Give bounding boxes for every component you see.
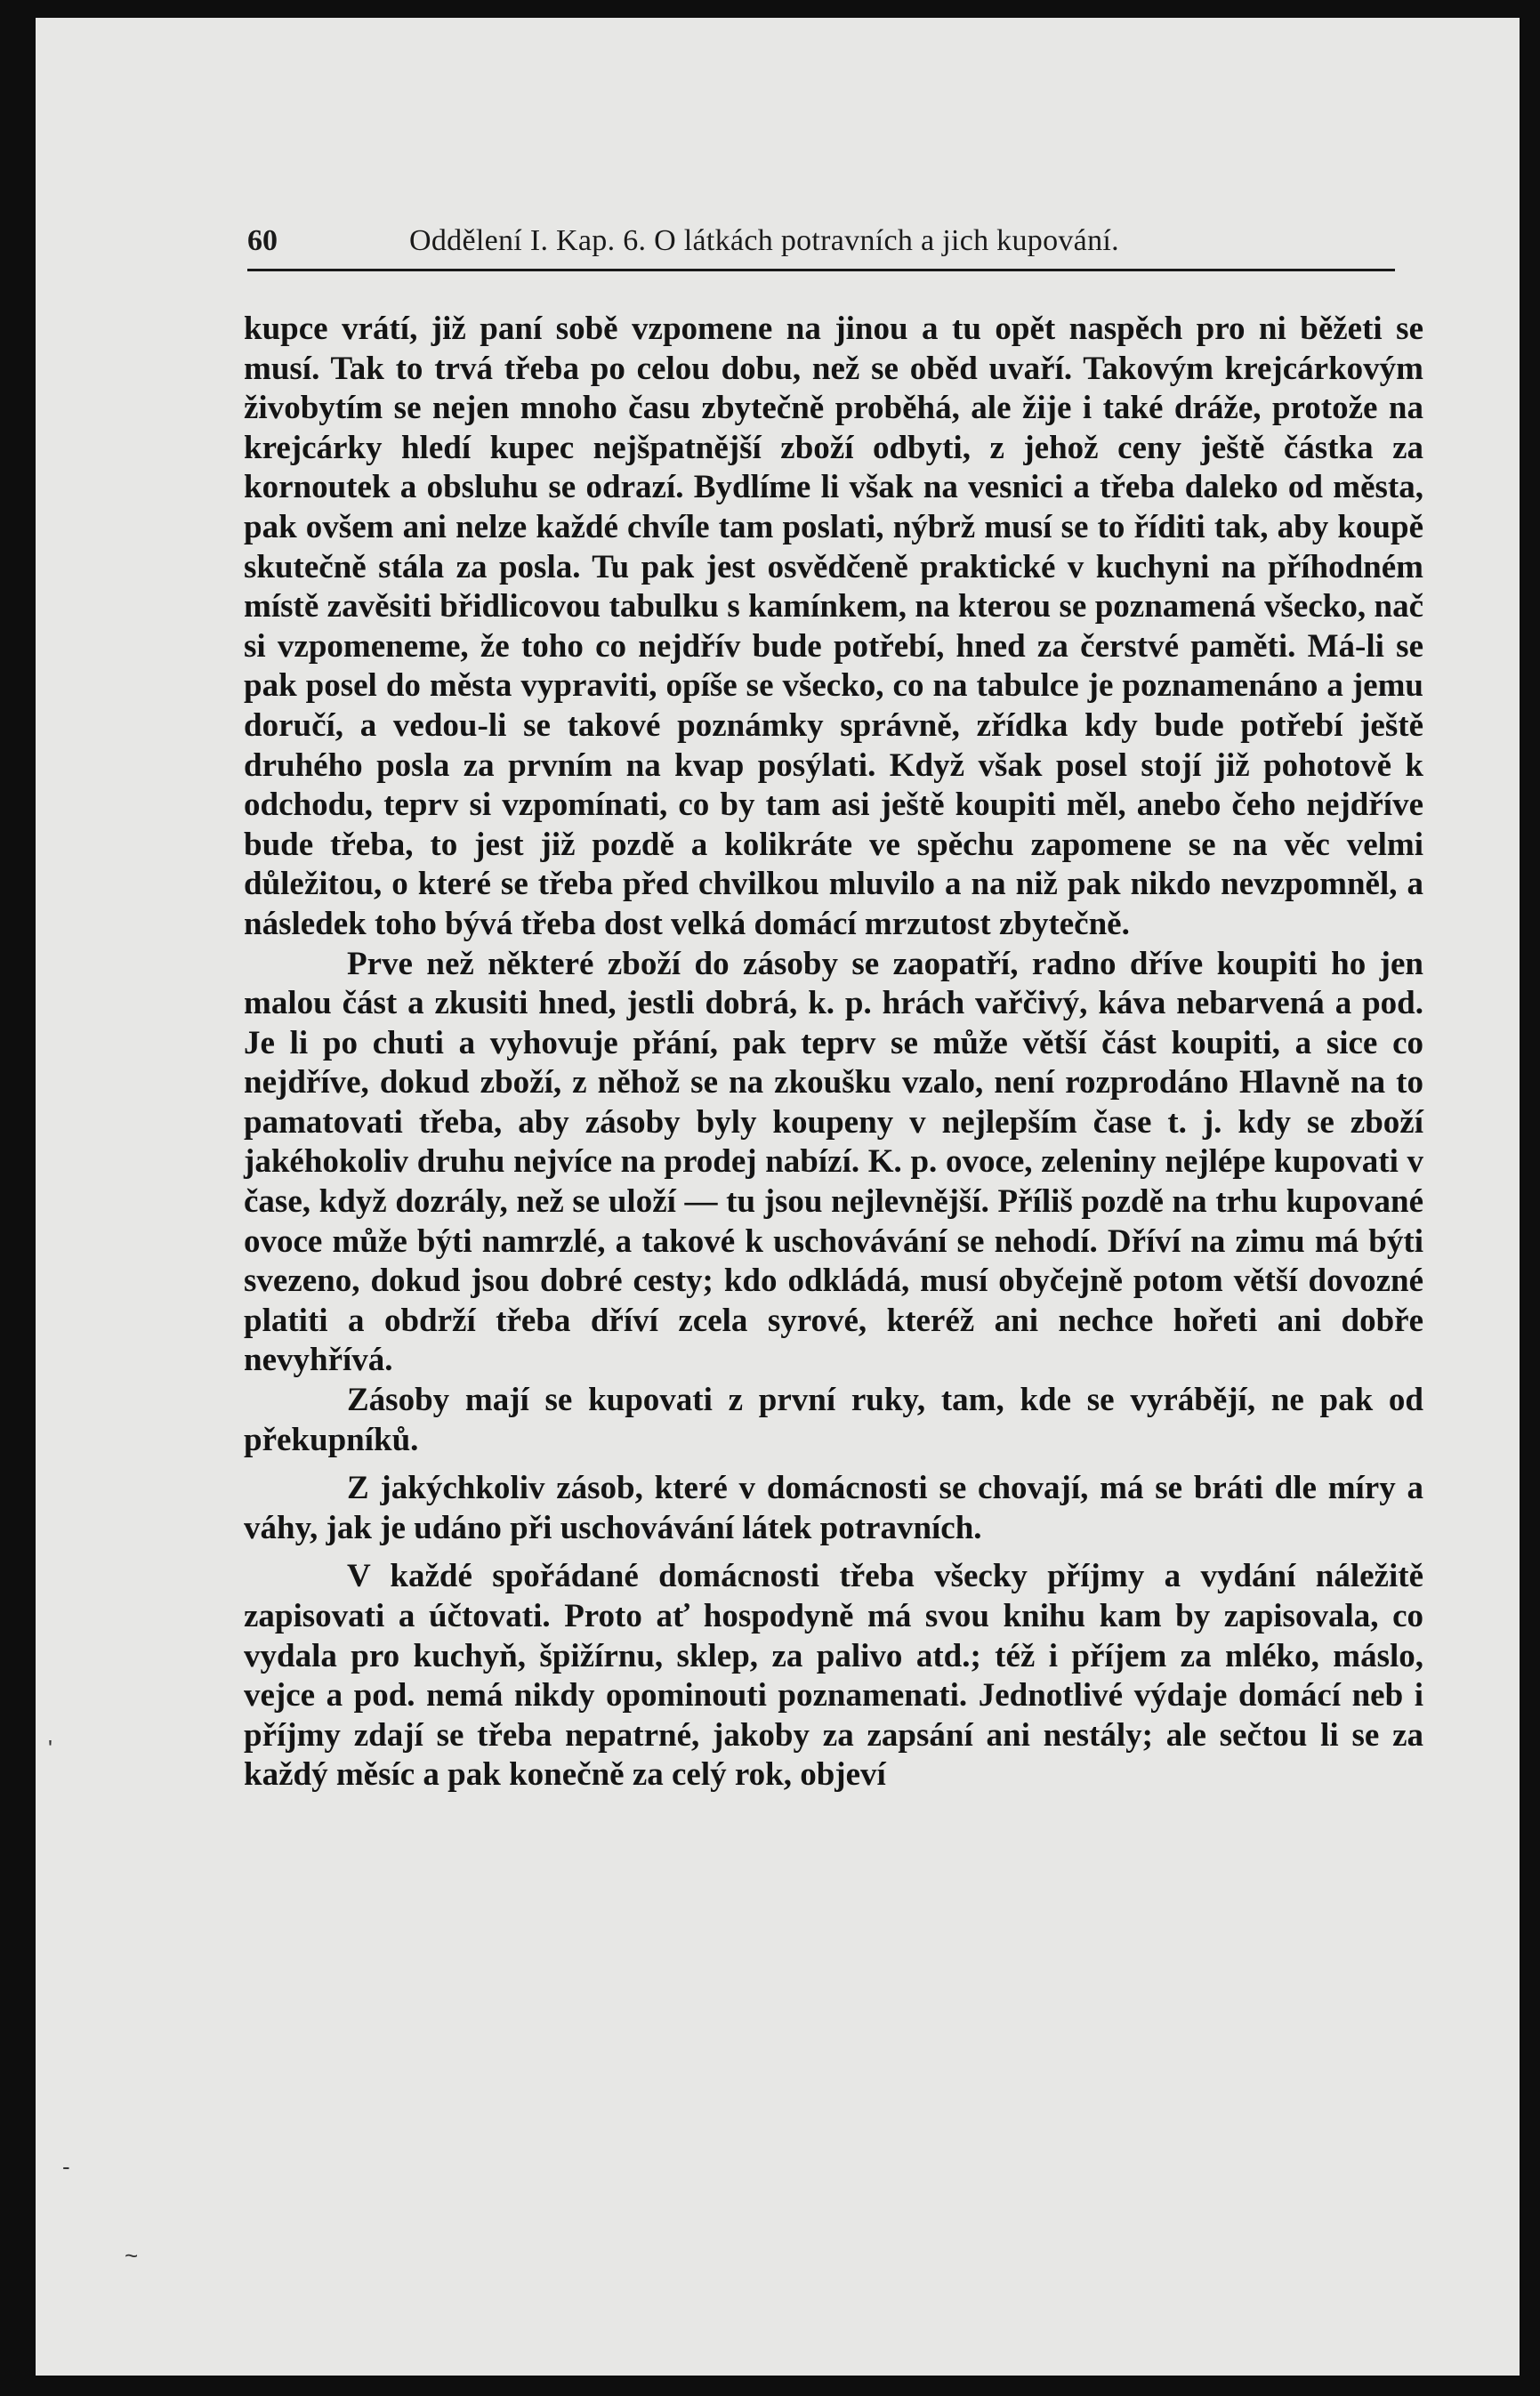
running-title: Oddělení I. Kap. 6. O látkách potravních a jich kupování. (409, 224, 1119, 257)
book-page (36, 18, 1520, 2376)
margin-speck: - (62, 2153, 70, 2180)
paragraph-3: Zásoby mají se kupovati z první ruky, tam, kde se vyrábějí, ne pak od překupníků. (244, 1382, 1423, 1458)
paragraph-5: V každé spořádané domácnosti třeba všecky příjmy a vydání náležitě zapisovati a účtovati. Proto ať hospodyně má svou knihu kam by zapisovala, co vydala pro kuchyň, špižírnu, sklep, za palivo atd.; též i příjem za mléko, máslo, vejce a pod. nemá nikdy opominouti poznamenati. Jednotlivé výdaje domácí neb i příjmy zdají se třeba nepatrné, jakoby za zapsání ani nestály; ale sečtou li se za každý měsíc a pak konečně za celý rok, objeví (244, 1558, 1423, 1794)
paragraph-4: Z jakýchkoliv zásob, které v domácnosti se chovají, má se bráti dle míry a váhy, jak je udáno při uschovávání látek potravních. (244, 1470, 1423, 1546)
running-header (247, 215, 1395, 271)
body-text (244, 310, 1423, 1795)
page-number: 60 (247, 224, 278, 257)
paragraph-1: kupce vrátí, již paní sobě vzpomene na jinou a tu opět naspěch pro ni běžeti se musí. Tak to trvá třeba po celou dobu, než se oběd uvaří. Takovým krejcárkovým živobytím se nejen mnoho času zbytečně proběhá, ale žije i také dráže, protože na krejcárky hledí kupec nejšpatnější zboží odbyti, z jehož ceny ještě částka za kornoutek a obsluhu se odrazí. Bydlíme li však na vesnici a třeba daleko od města, pak ovšem ani nelze každé chvíle tam poslati, nýbrž musí se to říditi tak, aby koupě skutečně stála za posla. Tu pak jest osvědčeně praktické v kuchyni na příhodném místě zavěsiti břidlicovou tabulku s kamínkem, na kterou se poznamená všecko, nač si vzpomeneme, že toho co nejdřív bude potřebí, hned za čerstvé paměti. Má-li se pak posel do města vypraviti, opíše se všecko, co na tabulce je poznamenáno a jemu doručí, a vedou-li se takové poznámky správně, zřídka kdy bude potřebí ještě druhého posla za prvním na kvap posýlati. Když však posel stojí již pohotově k odchodu, teprv si vzpomínati, co by tam asi ještě koupiti měl, anebo čeho nejdříve bude třeba, to jest již pozdě a kolikráte ve spěchu zapomene se na věc velmi důležitou, o které se třeba před chvilkou mluvilo a na niž pak nikdo nevzpomněl, a následek toho bývá třeba dost velká domácí mrzutost zbytečně. (244, 311, 1423, 942)
paragraph-2: Prve než některé zboží do zásoby se zaopatří, radno dříve koupiti ho jen malou část a zkusiti hned, jestli dobrá, k. p. hrách vařčivý, káva nebarvená a pod. Je li po chuti a vyhovuje přání, pak teprv se může větší část koupiti, a sice co nejdříve, dokud zboží, z něhož se na zkoušku vzalo, není rozprodáno Hlavně na to pamatovati třeba, aby zásoby byly koupeny v nejlepším čase t. j. kdy se zboží jakéhokoliv druhu nejvíce na prodej nabízí. K. p. ovoce, zeleniny nejlépe kupovati v čase, když dozrály, než se uloží — tu jsou nejlevnější. Příliš pozdě na trhu kupované ovoce může býti namrzlé, a takové k uschovávání se nehodí. Dříví na zimu má býti svezeno, dokud jsou dobré cesty; kdo odkládá, musí obyčejně potom větší dovozné platiti a obdrží třeba dříví zcela syrové, kteréž ani nechce hořeti ani dobře nevyhřívá. (244, 945, 1423, 1379)
paragraph-gap (244, 1460, 1423, 1469)
margin-speck: ' (48, 1735, 52, 1762)
paragraph-gap (244, 1548, 1423, 1557)
margin-speck: ~ (125, 2242, 139, 2269)
